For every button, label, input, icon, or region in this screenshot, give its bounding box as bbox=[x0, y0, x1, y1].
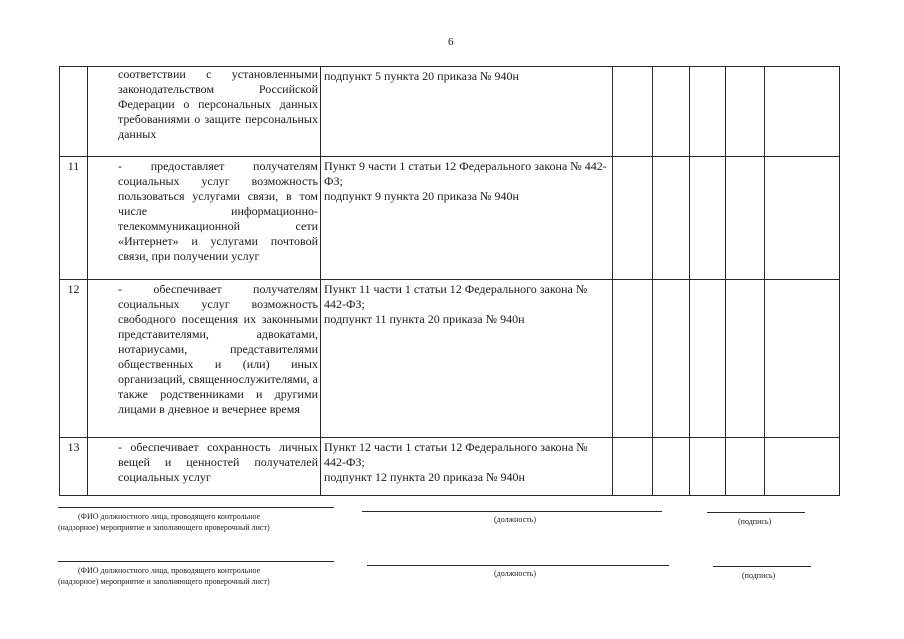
signature-caption: (подпись) bbox=[738, 517, 772, 526]
answer-no-cell bbox=[653, 280, 690, 438]
reference-line: Пункт 11 части 1 статьи 12 Федерального закона № 442-ФЗ; bbox=[324, 282, 588, 311]
position-caption: (должность) bbox=[494, 569, 536, 578]
page-number: 6 bbox=[448, 36, 454, 48]
signature-line bbox=[713, 566, 811, 567]
reference-line: Пункт 12 части 1 статьи 12 Федерального закона № 442-ФЗ; bbox=[324, 440, 588, 469]
notes-cell bbox=[765, 438, 840, 496]
fio-caption-line2: (надзорное) мероприятие и заполняющего проверочный лист) bbox=[58, 523, 270, 532]
checklist-table bbox=[59, 66, 840, 496]
position-line bbox=[362, 511, 662, 512]
reference-cell bbox=[321, 157, 613, 280]
fio-line bbox=[58, 561, 334, 562]
answer-na-cell bbox=[690, 280, 726, 438]
position-line bbox=[367, 565, 669, 566]
notes-cell bbox=[765, 280, 840, 438]
answer-extra-cell bbox=[726, 67, 765, 157]
answer-extra-cell bbox=[726, 438, 765, 496]
fio-caption-line2: (надзорное) мероприятие и заполняющего проверочный лист) bbox=[58, 577, 270, 586]
answer-no-cell bbox=[653, 67, 690, 157]
row-number-cell: 13 bbox=[60, 438, 88, 496]
reference-line: подпункт 11 пункта 20 приказа № 940н bbox=[324, 312, 525, 326]
reference-line: подпункт 12 пункта 20 приказа № 940н bbox=[324, 470, 525, 484]
signature-caption: (подпись) bbox=[742, 571, 776, 580]
requirement-cell: соответствии с установленными законодательством Российской Федерации о персональных данных требованиями о защите персональных данных bbox=[88, 67, 321, 157]
fio-caption-line1: (ФИО должностного лица, проводящего контрольное bbox=[78, 512, 261, 521]
row-number-cell bbox=[60, 67, 88, 157]
requirement-cell: - предоставляет получателям социальных услуг возможность пользоваться услугами связи, в том числе информационно-телекоммуникационной сети «Интернет» и услугами почтовой связи, при получении услуг bbox=[88, 157, 321, 280]
answer-na-cell bbox=[690, 438, 726, 496]
answer-yes-cell bbox=[613, 280, 653, 438]
position-caption: (должность) bbox=[494, 515, 536, 524]
answer-no-cell bbox=[653, 157, 690, 280]
table-row bbox=[60, 67, 840, 157]
reference-line: подпункт 9 пункта 20 приказа № 940н bbox=[324, 189, 519, 203]
answer-extra-cell bbox=[726, 157, 765, 280]
answer-yes-cell bbox=[613, 438, 653, 496]
answer-na-cell bbox=[690, 67, 726, 157]
reference-cell bbox=[321, 280, 613, 438]
requirement-cell: - обеспечивает получателям социальных услуг возможность свободного посещения их законными представителями, адвокатами, нотариусами, представителями общественных и (или) иных организаций, священнослужителями, а также родственниками и другими лицами в дневное и вечернее время bbox=[88, 280, 321, 438]
reference-line: подпункт 5 пункта 20 приказа № 940н bbox=[324, 69, 519, 83]
reference-cell bbox=[321, 67, 613, 157]
reference-cell bbox=[321, 438, 613, 496]
answer-yes-cell bbox=[613, 67, 653, 157]
table-row bbox=[60, 280, 840, 438]
answer-no-cell bbox=[653, 438, 690, 496]
notes-cell bbox=[765, 67, 840, 157]
answer-yes-cell bbox=[613, 157, 653, 280]
table-row bbox=[60, 438, 840, 496]
reference-line: Пункт 9 части 1 статьи 12 Федерального закона № 442-ФЗ; bbox=[324, 159, 607, 188]
signature-line bbox=[707, 512, 805, 513]
answer-na-cell bbox=[690, 157, 726, 280]
requirement-cell: - обеспечивает сохранность личных вещей и ценностей получателей социальных услуг bbox=[88, 438, 321, 496]
row-number-cell: 12 bbox=[60, 280, 88, 438]
answer-extra-cell bbox=[726, 280, 765, 438]
row-number-cell: 11 bbox=[60, 157, 88, 280]
notes-cell bbox=[765, 157, 840, 280]
fio-line bbox=[58, 507, 334, 508]
fio-caption-line1: (ФИО должностного лица, проводящего контрольное bbox=[78, 566, 261, 575]
table-row bbox=[60, 157, 840, 280]
